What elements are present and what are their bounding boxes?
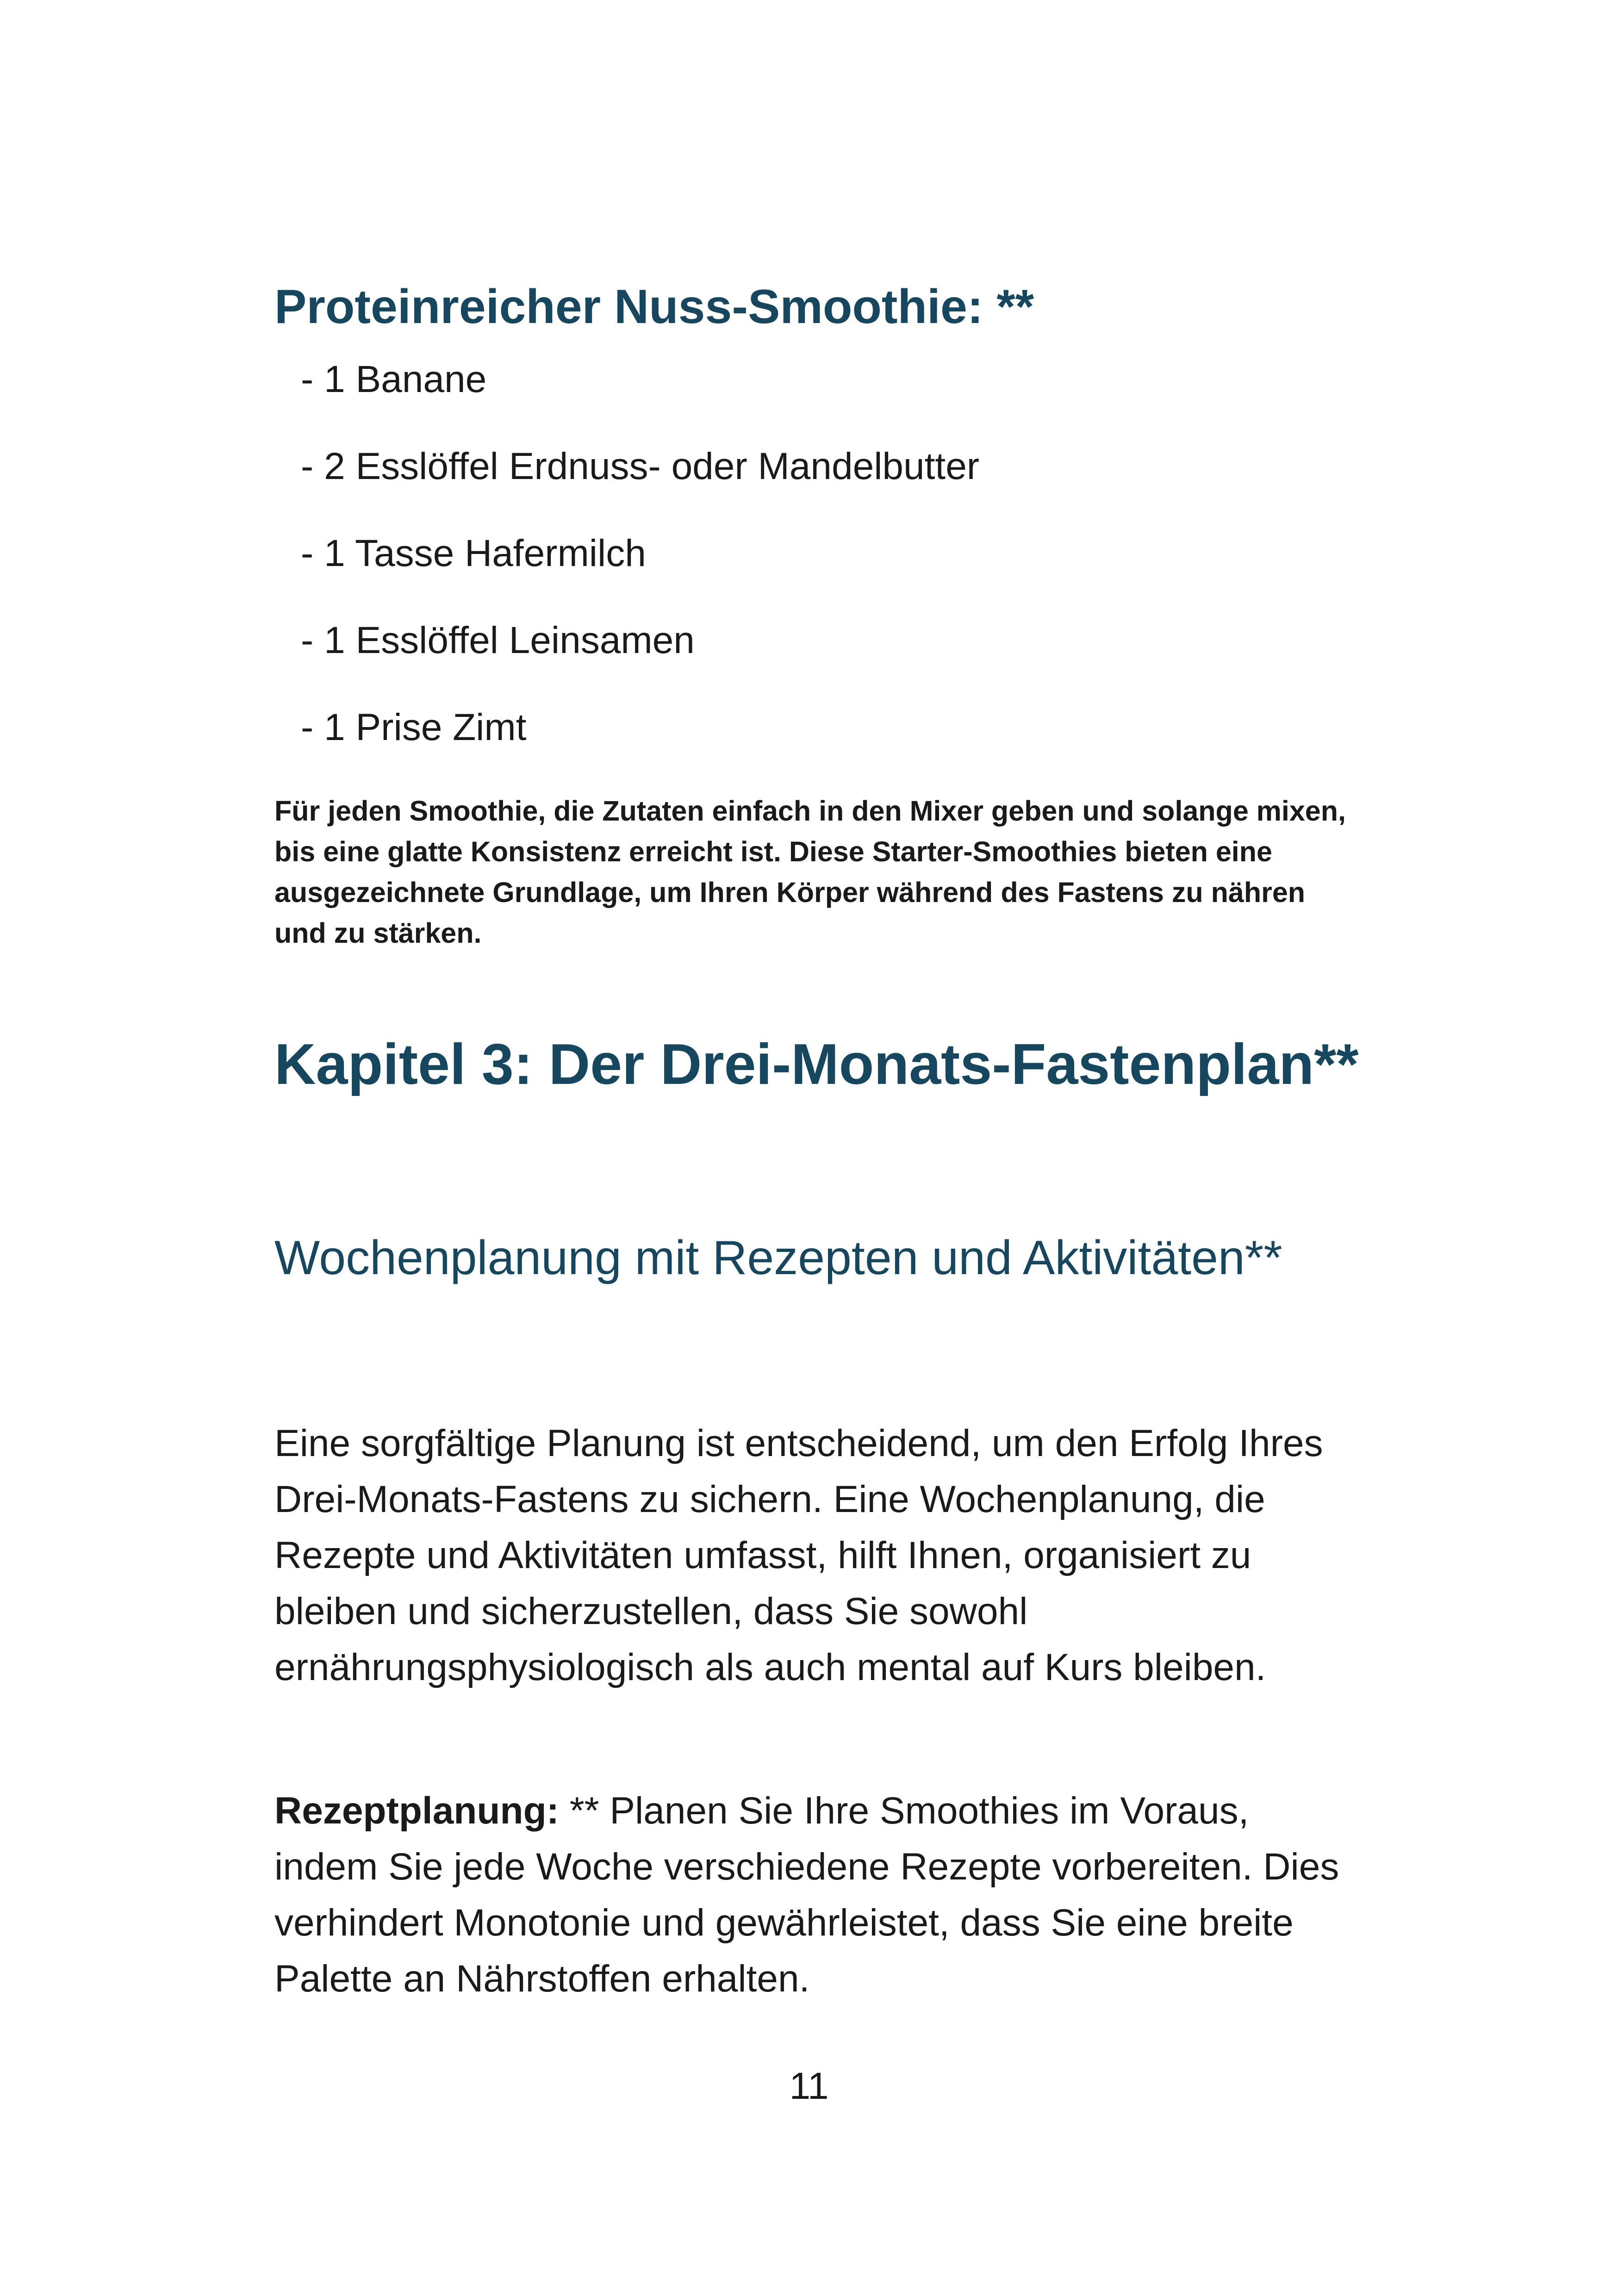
- paragraph-label: Rezeptplanung:: [274, 1790, 559, 1832]
- ingredient-item: - 1 Prise Zimt: [301, 706, 527, 748]
- page-number: 11: [789, 2065, 829, 2107]
- recipe-note: Für jeden Smoothie, die Zutaten einfach in den Mixer geben und solange mixen, bis eine glatte Konsistenz erreicht ist. Diese Starter-Smoothies bieten eine ausgezeichnete Grundlage, um Ihren Körper während des Fastens zu nähren und zu stärken.: [274, 795, 1346, 949]
- ingredient-item: - 1 Esslöffel Leinsamen: [301, 619, 695, 661]
- section-title: Wochenplanung mit Rezepten und Aktivitäten**: [274, 1231, 1282, 1285]
- chapter-title: Kapitel 3: Der Drei-Monats-Fastenplan**: [274, 1033, 1359, 1096]
- ingredient-item: - 2 Esslöffel Erdnuss- oder Mandelbutter: [301, 445, 980, 487]
- body-paragraph: [274, 1783, 1357, 2007]
- paragraph-text: ** Planen Sie Ihre Smoothies im Voraus, indem Sie jede Woche verschiedene Rezepte vorbereiten. Dies verhindert Monotonie und gewährleistet, dass Sie eine breite Palette an Nährstoffen erhalten.: [274, 1790, 1339, 2000]
- ingredient-item: - 1 Tasse Hafermilch: [301, 532, 646, 574]
- body-paragraph: Eine sorgfältige Planung ist entscheidend, um den Erfolg Ihres Drei-Monats-Fastens zu sichern. Eine Wochenplanung, die Rezepte und Aktivitäten umfasst, hilft Ihnen, organisiert zu bleiben und sicherzustellen, dass Sie sowohl ernährungsphysiologisch als auch mental auf Kurs bleiben.: [274, 1422, 1323, 1688]
- ingredient-list: [301, 356, 979, 791]
- ingredient-item: - 1 Banane: [301, 358, 487, 400]
- recipe-title: Proteinreicher Nuss-Smoothie: **: [274, 280, 1034, 334]
